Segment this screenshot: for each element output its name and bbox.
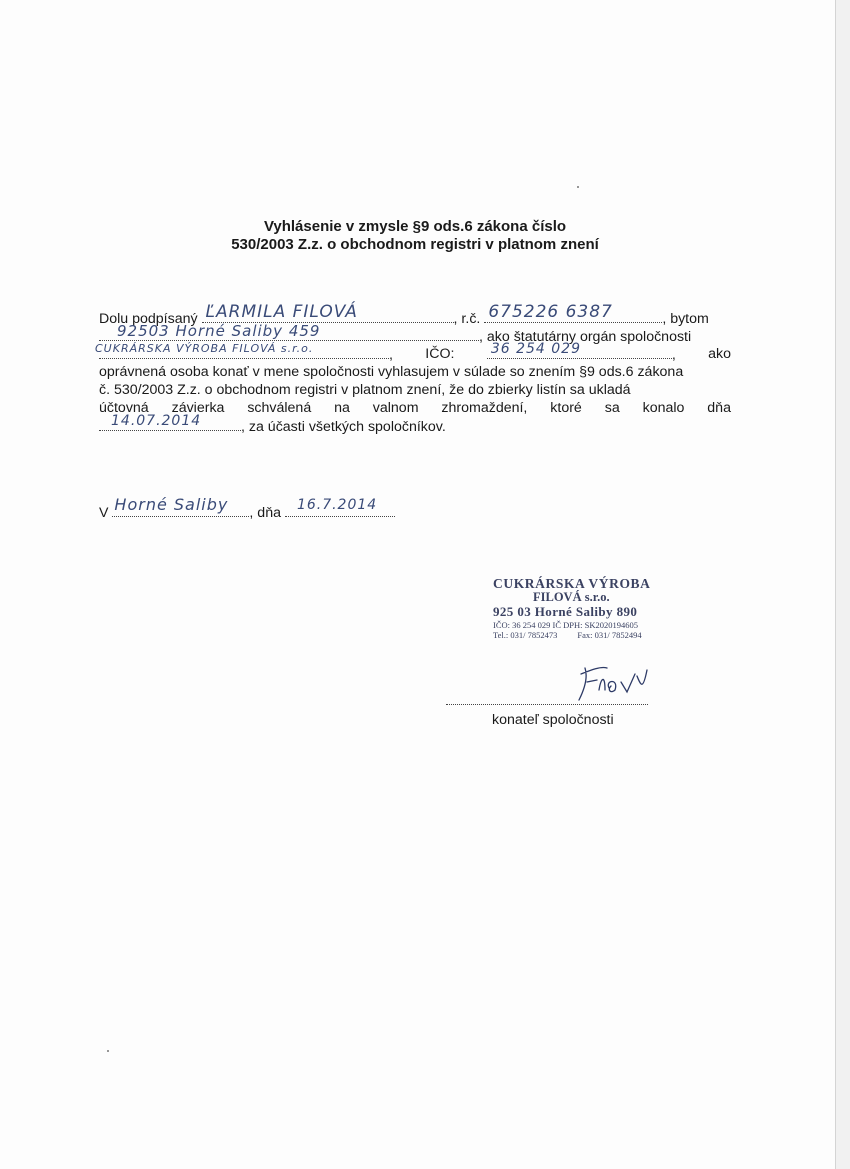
declaration-line-4: oprávnená osoba konať v mene spoločnosti vyhlasujem v súlade so znením §9 ods.6 zákona (99, 364, 684, 380)
word: na (334, 400, 350, 416)
ico-field (487, 341, 672, 359)
word: účtovná (99, 400, 149, 416)
document-title-line2: 530/2003 Z.z. o obchodnom registri v platnom znení (231, 236, 599, 253)
name-handwritten: ĽARMILA FILOVÁ (205, 302, 358, 322)
declaration-line-3: CUKRÁRSKA VÝROBA FILOVÁ s.r.o. , IČO: 36 254 029 , ako (95, 341, 731, 363)
scan-edge (836, 0, 850, 1169)
word: závierka (171, 400, 225, 416)
word: ktoré (550, 400, 582, 416)
place-date-line (99, 495, 731, 522)
label-bytom: , bytom (662, 311, 709, 327)
word: valnom (372, 400, 419, 416)
declaration-line-5: č. 530/2003 Z.z. o obchodnom registri v platnom znení, že do zbierky listín sa ukladá (99, 382, 631, 398)
label-participation: , za účasti všetkých spoločníkov. (241, 419, 446, 435)
scan-edge-line (835, 0, 836, 1169)
label-ako: ako (708, 346, 731, 362)
place-field (112, 495, 249, 517)
place-handwritten: Horné Saliby (114, 495, 229, 514)
document-title-line1: Vyhlásenie v zmysle §9 ods.6 zákona číslo (263, 218, 567, 235)
ico-handwritten: 36 254 029 (490, 341, 581, 357)
label-v: V (99, 505, 109, 521)
word: konalo (642, 400, 685, 416)
address-field (99, 322, 479, 341)
address-handwritten: 92503 Horné Saliby 459 (117, 322, 321, 340)
stamp-address: 925 03 Horné Saliby 890 (493, 604, 638, 619)
birth-number-handwritten: 675226 6387 (488, 302, 613, 322)
label-dna: , dňa (249, 505, 281, 521)
signature-label: konateľ spoločnosti (492, 712, 614, 728)
word: dňa (707, 400, 731, 416)
scan-speck (577, 186, 579, 188)
stamp-fax: Fax: 031/ 7852494 (577, 630, 642, 640)
signing-date-handwritten: 16.7.2014 (296, 497, 378, 513)
company-handwritten: CUKRÁRSKA VÝROBA FILOVÁ s.r.o. (95, 342, 314, 355)
stamp-ids: IČO: 36 254 029 IČ DPH: SK2020194605 (493, 620, 638, 630)
stamp-company-form: FILOVÁ s.r.o. (533, 590, 610, 604)
stamp-contacts (493, 630, 678, 640)
word: zhromaždení, (441, 400, 528, 416)
label-statutar: , ako štatutárny orgán spoločnosti (479, 329, 692, 345)
word: sa (604, 400, 620, 416)
handwritten-signature (575, 660, 655, 705)
declaration-line-7 (99, 413, 731, 436)
birth-number-field (484, 302, 662, 323)
label-dolu-podpisany: Dolu podpísaný (99, 311, 198, 327)
word: schválená (247, 400, 312, 416)
signature-line (446, 704, 648, 705)
stamp-tel: Tel.: 031/ 7852473 (493, 630, 558, 640)
stamp-company-name: CUKRÁRSKA VÝROBA (493, 576, 651, 591)
company-field (95, 342, 389, 359)
scan-speck (107, 1050, 109, 1052)
meeting-date-handwritten: 14.07.2014 (111, 413, 202, 429)
signing-date-field (285, 497, 395, 517)
name-field (202, 302, 454, 323)
label-rc: , r.č. (453, 311, 481, 327)
label-ico: IČO: (425, 346, 455, 362)
company-stamp (493, 576, 678, 640)
meeting-date-field (99, 413, 241, 431)
